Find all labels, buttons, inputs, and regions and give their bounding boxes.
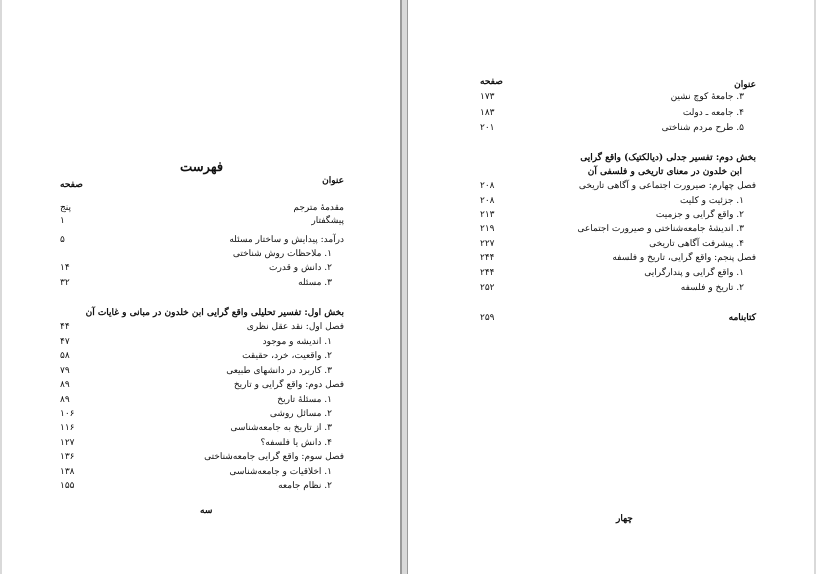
toc-entry-text: ۳. کاربرد در دانشهای طبیعی: [226, 366, 332, 376]
toc-entry-page: ۱: [60, 216, 65, 226]
toc-entry-text: ۱. اندیشه و موجود: [262, 337, 332, 347]
toc-entry-page: ۱۷۳: [480, 92, 495, 102]
toc-entry-text: ۴. جامعه ـ دولت: [682, 108, 744, 118]
toc-entry-page: ۲۴۴: [480, 253, 495, 263]
toc-entry-page: ۵: [60, 235, 65, 245]
toc-entry-text: ۴. دانش یا فلسفه؟: [260, 438, 332, 448]
section2-title-line1: بخش دوم: تفسیر جدلی (دیالکتیک) واقع گرایی: [580, 153, 756, 163]
toc-entry-page: ۸۹: [60, 395, 70, 405]
toc-entry-text: ۴. پیشرفت آگاهی تاریخی: [649, 239, 744, 249]
toc-entry-page: ۷۹: [60, 366, 70, 376]
toc-entry-text: ۳. از تاریخ به جامعه‌شناسی: [230, 423, 332, 433]
toc-entry-page: ۳۲: [60, 278, 70, 288]
toc-entry-text: ۳. اندیشهٔ جامعه‌شناختی و صیرورت اجتماعی: [577, 224, 744, 234]
toc-entry-text: ۱. اخلاقیات و جامعه‌شناسی: [229, 467, 332, 477]
toc-entry-text: فصل اول: نقد عقل نظری: [246, 322, 344, 332]
toc-entry-page: ۴۷: [60, 337, 70, 347]
section2-title-line2: ابن خلدون در معنای تاریخی و فلسفی آن: [587, 167, 742, 177]
page-folio: سه: [200, 506, 213, 516]
toc-entry-text: ۲. دانش و قدرت: [269, 263, 332, 273]
page-folio: چهار: [616, 514, 633, 524]
toc-entry-text: ۲. تاریخ و فلسفه: [680, 283, 744, 293]
toc-entry-page: ۱۳۸: [60, 467, 75, 477]
bibliography-label: کتابنامه: [728, 313, 756, 323]
toc-entry-text: فصل سوم: واقع گرایی جامعه‌شناختی: [204, 452, 344, 462]
toc-entry-text: ۳. جامعهٔ کوچ نشین: [670, 92, 744, 102]
header-title: عنوان: [734, 80, 756, 90]
toc-entry-text: ۱. مسئلهٔ تاریخ: [277, 395, 332, 405]
toc-entry-page: ۱۲۷: [60, 438, 75, 448]
header-title: عنوان: [322, 176, 344, 186]
toc-entry-text: ۱. واقع گرایی و پندارگرایی: [644, 268, 744, 278]
toc-entry-page: ۱۰۶: [60, 409, 75, 419]
toc-entry-text: فصل دوم: واقع گرایی و تاریخ: [233, 380, 344, 390]
toc-entry-page: ۲۲۷: [480, 239, 495, 249]
toc-entry-page: ۴۴: [60, 322, 70, 332]
toc-entry-text: ۱. جزئیت و کلیت: [679, 196, 744, 206]
toc-entry-page: ۲۴۴: [480, 268, 495, 278]
page-divider: [400, 0, 402, 574]
bibliography-page: ۲۵۹: [480, 313, 495, 323]
toc-entry-page: ۱۸۳: [480, 108, 495, 118]
toc-entry-text: ۳. مسئله: [298, 278, 332, 288]
toc-entry-text: فصل چهارم: صیرورت اجتماعی و آگاهی تاریخی: [578, 181, 756, 191]
toc-entry-page: ۲۱۹: [480, 224, 495, 234]
section1-title: بخش اول: تفسیر تحلیلی واقع گرایی ابن خلدون در مبانی و غایات آن: [85, 308, 344, 318]
toc-entry-page: ۱۴: [60, 263, 70, 273]
toc-entry-page: پنج: [60, 203, 72, 213]
toc-entry-text: ۲. مسائل روشی: [269, 409, 332, 419]
toc-entry-text: مقدمهٔ مترجم: [293, 203, 344, 213]
toc-entry-text: ۲. نظام جامعه: [278, 481, 332, 491]
toc-entry-page: ۲۰۸: [480, 181, 495, 191]
right-page: [408, 0, 814, 574]
toc-entry-page: ۸۹: [60, 380, 70, 390]
toc-title: فهرست: [180, 160, 224, 175]
toc-entry-text: فصل پنجم: واقع گرایی، تاریخ و فلسفه: [612, 253, 756, 263]
toc-entry-text: درآمد: پیدایش و ساختار مسئله: [229, 235, 344, 245]
toc-entry-page: ۲۰۱: [480, 123, 495, 133]
toc-entry-text: ۱. ملاحظات روش شناختی: [232, 249, 332, 259]
toc-entry-text: ۲. واقعیت، خرد، حقیقت: [242, 351, 332, 361]
header-page: صفحه: [60, 180, 83, 190]
toc-entry-page: ۲۵۲: [480, 283, 495, 293]
toc-entry-text: ۵. طرح مردم شناختی: [661, 123, 744, 133]
left-page: [2, 0, 402, 574]
header-page: صفحه: [480, 77, 503, 87]
toc-entry-page: ۲۱۳: [480, 210, 495, 220]
toc-entry-page: ۵۸: [60, 351, 70, 361]
toc-entry-page: ۲۰۸: [480, 196, 495, 206]
toc-entry-text: پیشگفتار: [311, 216, 344, 226]
toc-entry-page: ۱۳۶: [60, 452, 75, 462]
toc-entry-page: ۱۵۵: [60, 481, 75, 491]
toc-entry-text: ۲. واقع گرایی و جزمیت: [655, 210, 744, 220]
toc-entry-page: ۱۱۶: [60, 423, 75, 433]
